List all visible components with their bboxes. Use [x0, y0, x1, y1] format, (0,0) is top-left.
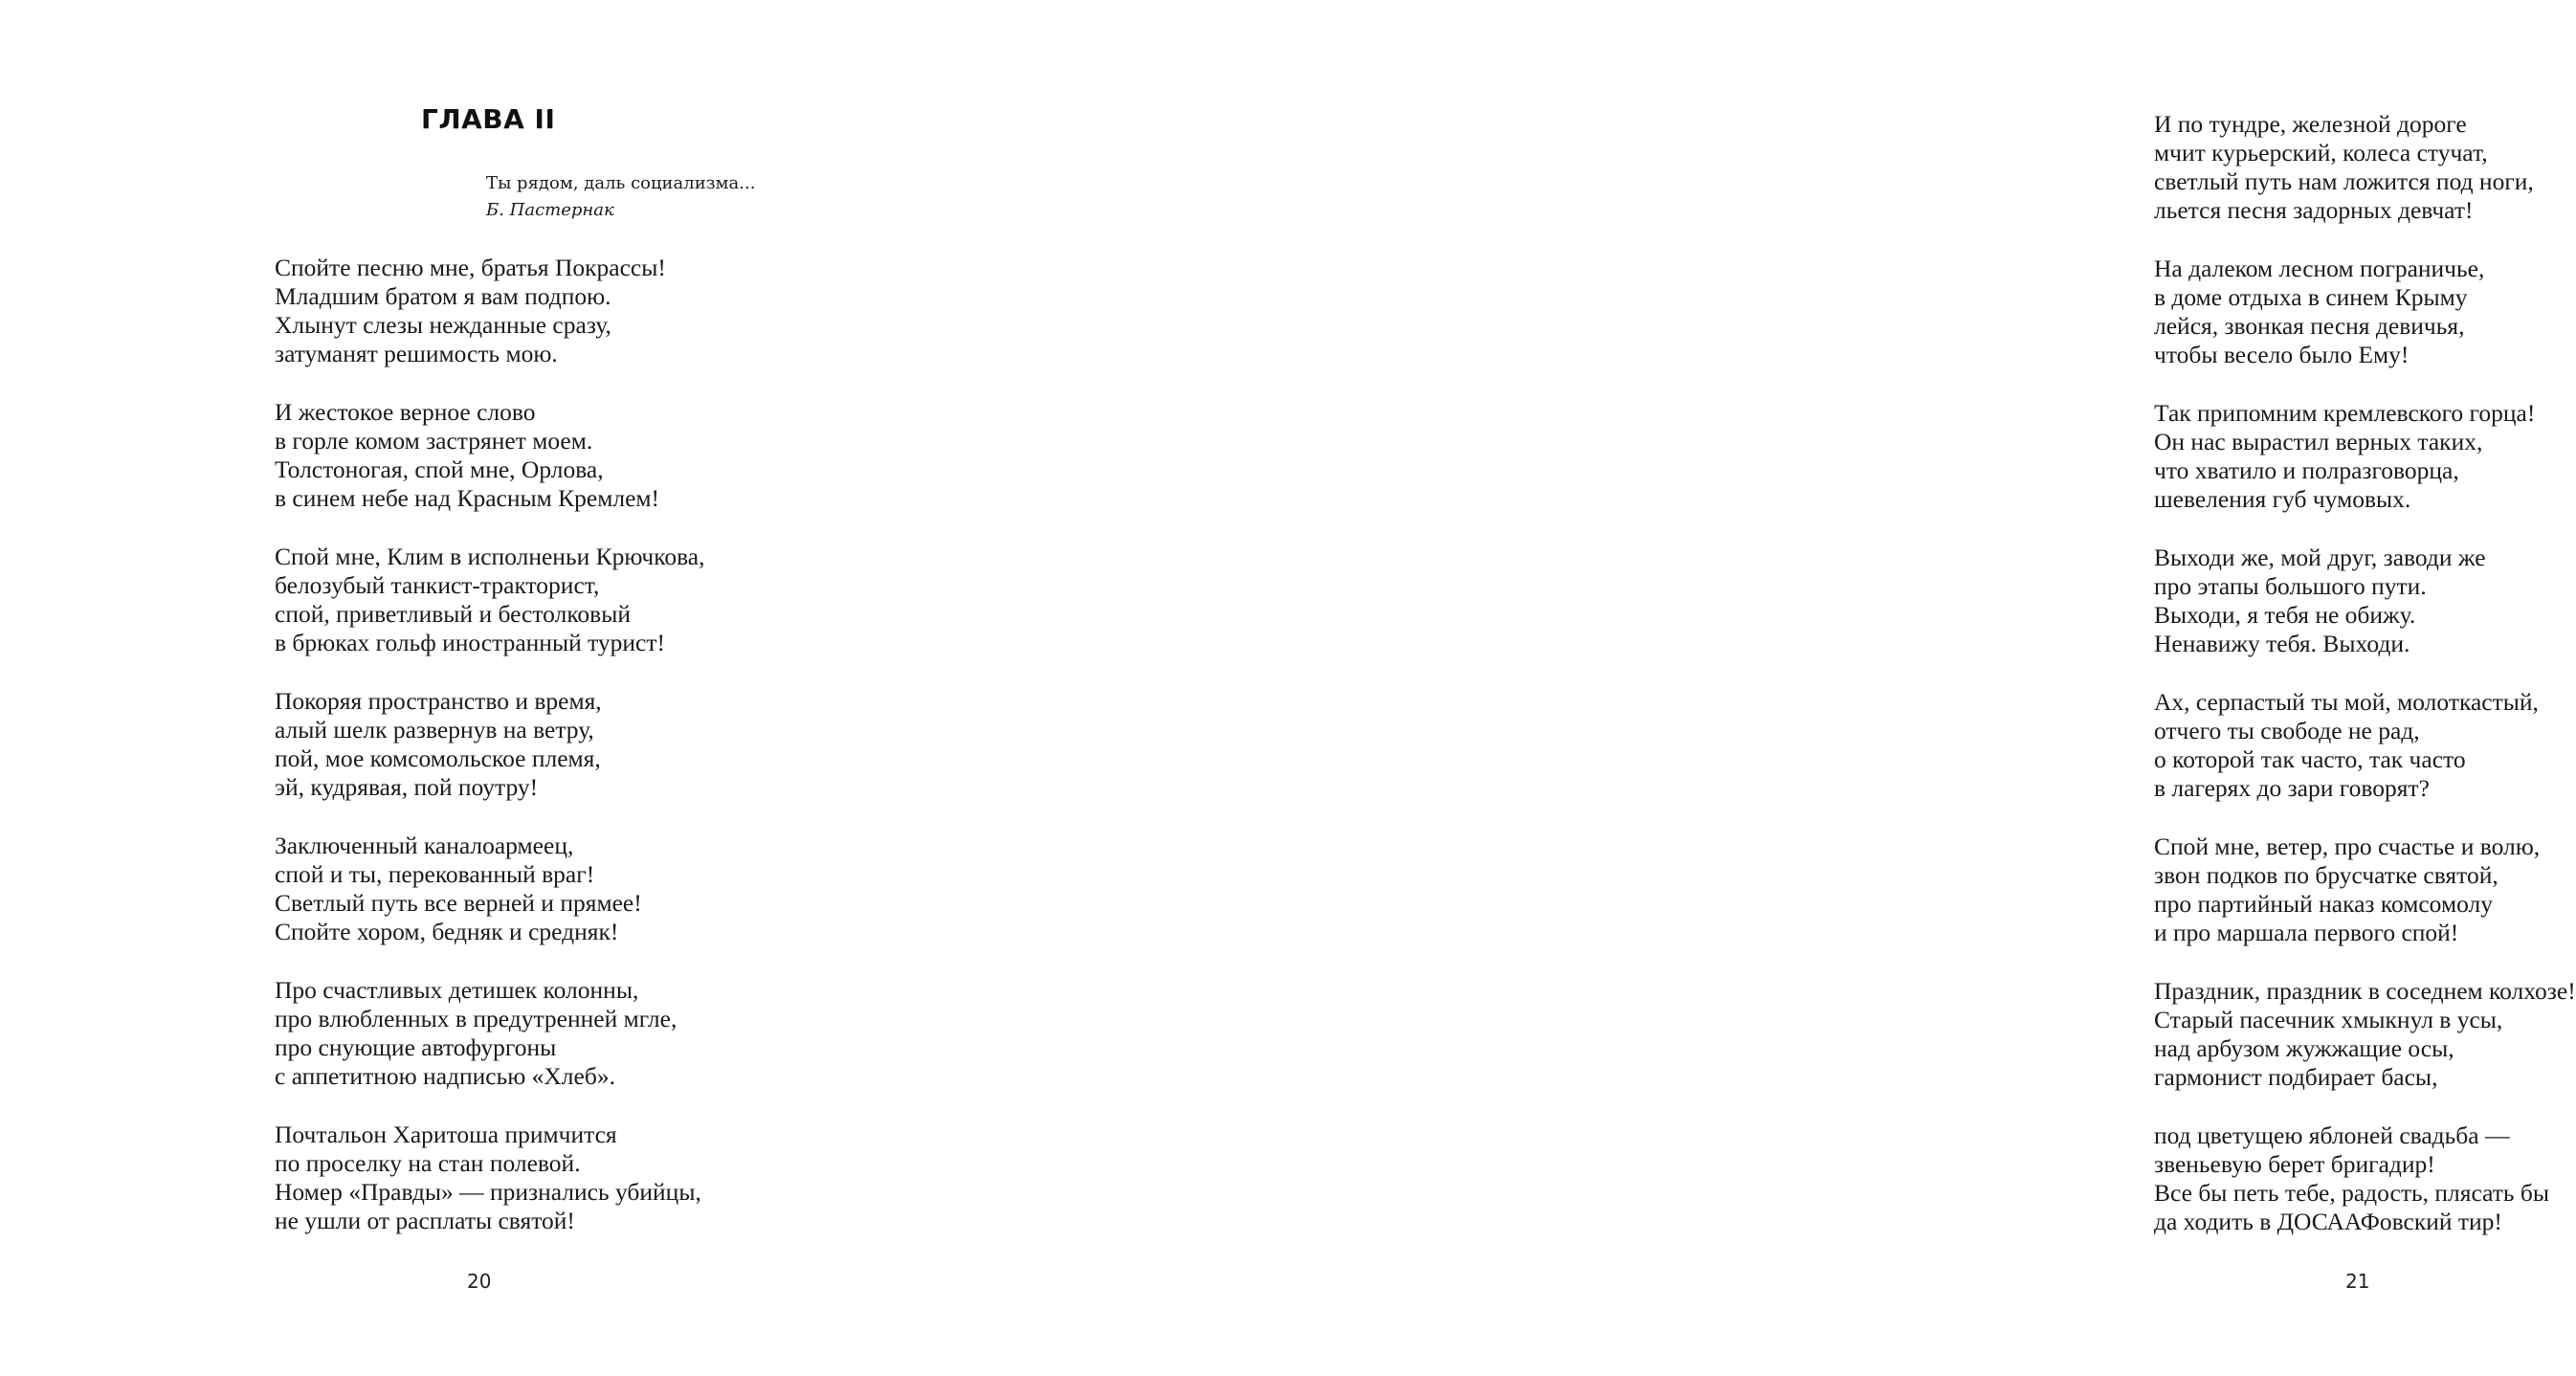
- poem-line: в лагерях до зари говорят?: [2154, 774, 2430, 802]
- epigraph-author: Б. Пастернак: [486, 200, 614, 220]
- poem-line: Он нас вырастил верных таких,: [2154, 428, 2483, 455]
- poem-line: под цветущею яблоней свадьба —: [2154, 1121, 2510, 1149]
- epigraph-quote: Ты рядом, даль социализма...: [486, 173, 756, 193]
- poem-line: в брюках гольф иностранный турист!: [275, 629, 665, 656]
- stanza: [275, 543, 705, 657]
- poem-line: На далеком лесном пограничье,: [2154, 255, 2485, 282]
- poem-line: Выходи, я тебя не обижу.: [2154, 601, 2416, 629]
- poem-line: Толстоногая, спой мне, Орлова,: [275, 455, 604, 483]
- poem-line: Ненавижу тебя. Выходи.: [2154, 630, 2410, 657]
- stanza: [275, 976, 705, 1091]
- poem-line: пой, мое комсомольское племя,: [275, 744, 601, 772]
- left-page: [0, 0, 957, 1376]
- poem-line: и про маршала первого спой!: [2154, 919, 2459, 946]
- stanza: [275, 254, 705, 368]
- poem-line: о которой так часто, так часто: [2154, 745, 2466, 773]
- poem-line: звеньевую берет бригадир!: [2154, 1150, 2435, 1178]
- poem-line: не ушли от расплаты святой!: [275, 1207, 575, 1234]
- poem-line: эй, кудрявая, пой поутру!: [275, 773, 539, 801]
- poem-line: про этапы большого пути.: [2154, 572, 2427, 600]
- poem-line: в синем небе над Красным Кремлем!: [275, 484, 660, 512]
- poem-line: с аппетитною надписью «Хлеб».: [275, 1062, 615, 1090]
- stanza: [275, 832, 705, 946]
- stanza: [2154, 1121, 2576, 1236]
- poem-line: Старый пасечник хмыкнул в усы,: [2154, 1006, 2503, 1033]
- poem-line: алый шелк развернув на ветру,: [275, 716, 594, 743]
- poem-line: Спой мне, ветер, про счастье и волю,: [2154, 832, 2541, 860]
- stanza: [2154, 832, 2576, 947]
- poem-line: Покоряя пространство и время,: [275, 687, 602, 715]
- right-page: [957, 0, 2576, 1376]
- poem-line: мчит курьерский, колеса стучат,: [2154, 139, 2488, 166]
- stanza: [2154, 544, 2576, 658]
- poem-left: [275, 254, 705, 1265]
- poem-line: Спойте хором, бедняк и средняк!: [275, 918, 619, 945]
- poem-line: льется песня задорных девчат!: [2154, 196, 2474, 224]
- poem-line: Номер «Правды» — признались убийцы,: [275, 1178, 701, 1206]
- poem-line: шевеления губ чумовых.: [2154, 485, 2411, 513]
- poem-line: про партийный наказ комсомолу: [2154, 890, 2493, 918]
- poem-line: чтобы весело было Ему!: [2154, 341, 2409, 368]
- poem-line: спой, приветливый и бестолковый: [275, 600, 631, 628]
- poem-right: [2154, 110, 2576, 1266]
- poem-line: Ах, серпастый ты мой, молоткастый,: [2154, 688, 2539, 716]
- poem-line: Все бы петь тебе, радость, плясать бы: [2154, 1179, 2550, 1207]
- poem-line: затуманят решимость мою.: [275, 340, 558, 367]
- poem-line: Так припомним кремлевского горца!: [2154, 399, 2536, 427]
- poem-line: про снующие автофургоны: [275, 1033, 557, 1061]
- poem-line: Спойте песню мне, братья Покрассы!: [275, 254, 666, 281]
- chapter-title: ГЛАВА II: [421, 103, 556, 135]
- poem-line: Почтальон Харитоша примчится: [275, 1121, 617, 1148]
- poem-line: да ходить в ДОСААФовский тир!: [2154, 1208, 2502, 1235]
- page-number: 20: [467, 1270, 492, 1293]
- poem-line: Светлый путь все верней и прямее!: [275, 889, 642, 917]
- stanza: [2154, 255, 2576, 369]
- stanza: [2154, 399, 2576, 514]
- poem-line: что хватило и полразговорца,: [2154, 456, 2459, 484]
- epigraph: [486, 170, 755, 224]
- poem-line: Хлынут слезы нежданные сразу,: [275, 311, 611, 339]
- page-number: 21: [2345, 1270, 2370, 1293]
- poem-line: в горле комом застрянет моем.: [275, 427, 593, 455]
- stanza: [2154, 110, 2576, 225]
- poem-line: отчего ты свободе не рад,: [2154, 717, 2420, 744]
- poem-line: Младшим братом я вам подпою.: [275, 282, 611, 310]
- poem-line: Спой мне, Клим в исполненьи Крючкова,: [275, 543, 705, 570]
- stanza: [2154, 688, 2576, 803]
- poem-line: Заключенный каналоармеец,: [275, 832, 574, 859]
- stanza: [275, 1121, 705, 1235]
- poem-line: белозубый танкист-тракторист,: [275, 571, 600, 599]
- poem-line: звон подков по брусчатке святой,: [2154, 861, 2498, 889]
- poem-line: И по тундре, железной дороге: [2154, 110, 2467, 138]
- poem-line: спой и ты, перекованный враг!: [275, 860, 595, 888]
- poem-line: Про счастливых детишек колонны,: [275, 976, 639, 1004]
- stanza: [275, 687, 705, 802]
- poem-line: Выходи же, мой друг, заводи же: [2154, 544, 2486, 571]
- poem-line: над арбузом жужжащие осы,: [2154, 1034, 2454, 1062]
- poem-line: И жестокое верное слово: [275, 398, 536, 426]
- stanza: [2154, 977, 2576, 1092]
- stanza: [275, 398, 705, 513]
- poem-line: светлый путь нам ложится под ноги,: [2154, 167, 2534, 195]
- poem-line: Праздник, праздник в соседнем колхозе!: [2154, 977, 2576, 1005]
- poem-line: по проселку на стан полевой.: [275, 1149, 581, 1177]
- poem-line: в доме отдыха в синем Крыму: [2154, 283, 2468, 311]
- poem-line: про влюбленных в предутренней мгле,: [275, 1005, 677, 1032]
- poem-line: лейся, звонкая песня девичья,: [2154, 312, 2465, 340]
- poem-line: гармонист подбирает басы,: [2154, 1063, 2438, 1091]
